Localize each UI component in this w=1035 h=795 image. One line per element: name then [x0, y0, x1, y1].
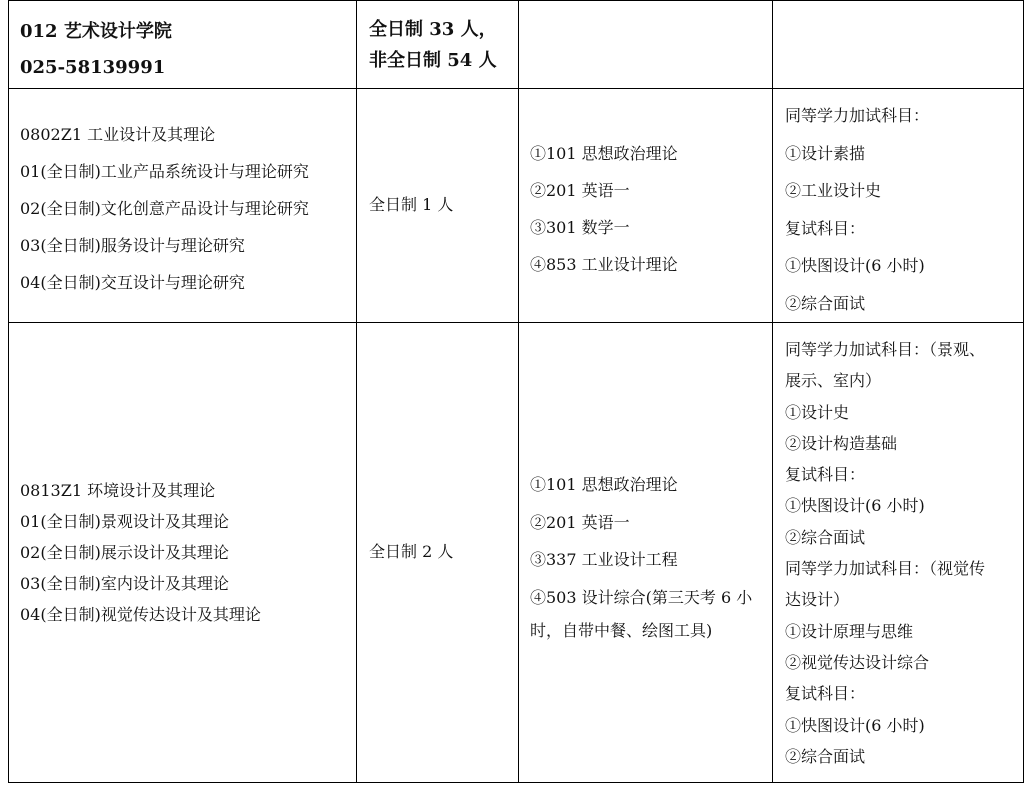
program-line: 0813Z1 环境设计及其理论	[20, 481, 216, 500]
table-border-left	[8, 0, 9, 783]
notes-line: ①设计原理与思维	[785, 621, 914, 641]
program-line: 04(全日制)视觉传达设计及其理论	[20, 605, 261, 624]
notes-line: 展示、室内）	[785, 371, 882, 391]
notes-line: ①设计史	[785, 402, 850, 422]
school-quota-line-2: 非全日制 54 人	[369, 50, 497, 71]
quota-cell-1	[369, 190, 453, 220]
program-line: 02(全日制)展示设计及其理论	[20, 543, 229, 562]
notes-line: ②设计构造基础	[785, 433, 898, 453]
exam-line: ②201 英语一	[530, 181, 630, 200]
notes-line: ①设计素描	[785, 143, 866, 163]
table-border-right	[1023, 0, 1024, 783]
program-line: 02(全日制)文化创意产品设计与理论研究	[20, 199, 309, 218]
exam-line: 时，自带中餐、绘图工具)	[530, 621, 713, 640]
notes-line: 同等学力加试科目：（视觉传	[785, 559, 986, 579]
table-border-top	[8, 0, 1024, 1]
notes-line: ②综合面试	[785, 527, 866, 547]
school-cell	[20, 14, 172, 86]
exam-cell-2	[530, 466, 752, 646]
program-line: 03(全日制)服务设计与理论研究	[20, 236, 245, 255]
exam-line: ①101 思想政治理论	[530, 475, 678, 494]
program-line: 01(全日制)景观设计及其理论	[20, 512, 229, 531]
program-cell-1	[20, 116, 309, 301]
notes-line: ②综合面试	[785, 746, 866, 766]
notes-line: ②视觉传达设计综合	[785, 652, 930, 672]
notes-line: 复试科目：	[785, 684, 866, 704]
program-cell-2	[20, 475, 261, 630]
column-divider-3	[772, 0, 773, 783]
school-code-name: 012 艺术设计学院	[20, 21, 172, 42]
notes-line: ①快图设计(6 小时)	[785, 256, 925, 275]
notes-cell-1	[785, 97, 929, 322]
notes-line: 同等学力加试科目：（景观、	[785, 340, 986, 359]
notes-line: 复试科目：	[785, 218, 866, 238]
school-quota-cell	[369, 14, 497, 76]
notes-line: ①快图设计(6 小时)	[785, 715, 925, 735]
notes-line: ②综合面试	[785, 293, 866, 313]
program-line: 03(全日制)室内设计及其理论	[20, 574, 229, 593]
quota-value: 全日制 2 人	[369, 542, 454, 561]
table-border-bottom	[8, 782, 1024, 783]
quota-value: 全日制 1 人	[369, 195, 454, 214]
school-quota-line-1: 全日制 33 人，	[369, 19, 497, 40]
program-line: 01(全日制)工业产品系统设计与理论研究	[20, 162, 309, 181]
school-phone: 025-58139991	[20, 57, 166, 78]
program-line: 0802Z1 工业设计及其理论	[20, 125, 216, 144]
exam-line: ③337 工业设计工程	[530, 550, 678, 569]
exam-line: ④853 工业设计理论	[530, 255, 678, 274]
notes-line: 同等学力加试科目：	[785, 106, 930, 125]
notes-line: 复试科目：	[785, 465, 866, 485]
notes-cell-2	[785, 334, 985, 772]
program-line: 04(全日制)交互设计与理论研究	[20, 273, 245, 292]
column-divider-1	[356, 0, 357, 783]
exam-cell-1	[530, 135, 678, 283]
notes-line: 达设计）	[785, 590, 850, 610]
exam-line: ④503 设计综合(第三天考 6 小	[530, 587, 753, 607]
notes-line: ①快图设计(6 小时)	[785, 496, 925, 516]
exam-line: ②201 英语一	[530, 512, 630, 532]
exam-line: ①101 思想政治理论	[530, 144, 678, 163]
exam-line: ③301 数学一	[530, 218, 630, 237]
quota-cell-2	[369, 537, 453, 567]
row-divider-2	[8, 322, 1024, 323]
row-divider-1	[8, 88, 1024, 89]
notes-line: ②工业设计史	[785, 181, 882, 200]
column-divider-2	[518, 0, 519, 783]
